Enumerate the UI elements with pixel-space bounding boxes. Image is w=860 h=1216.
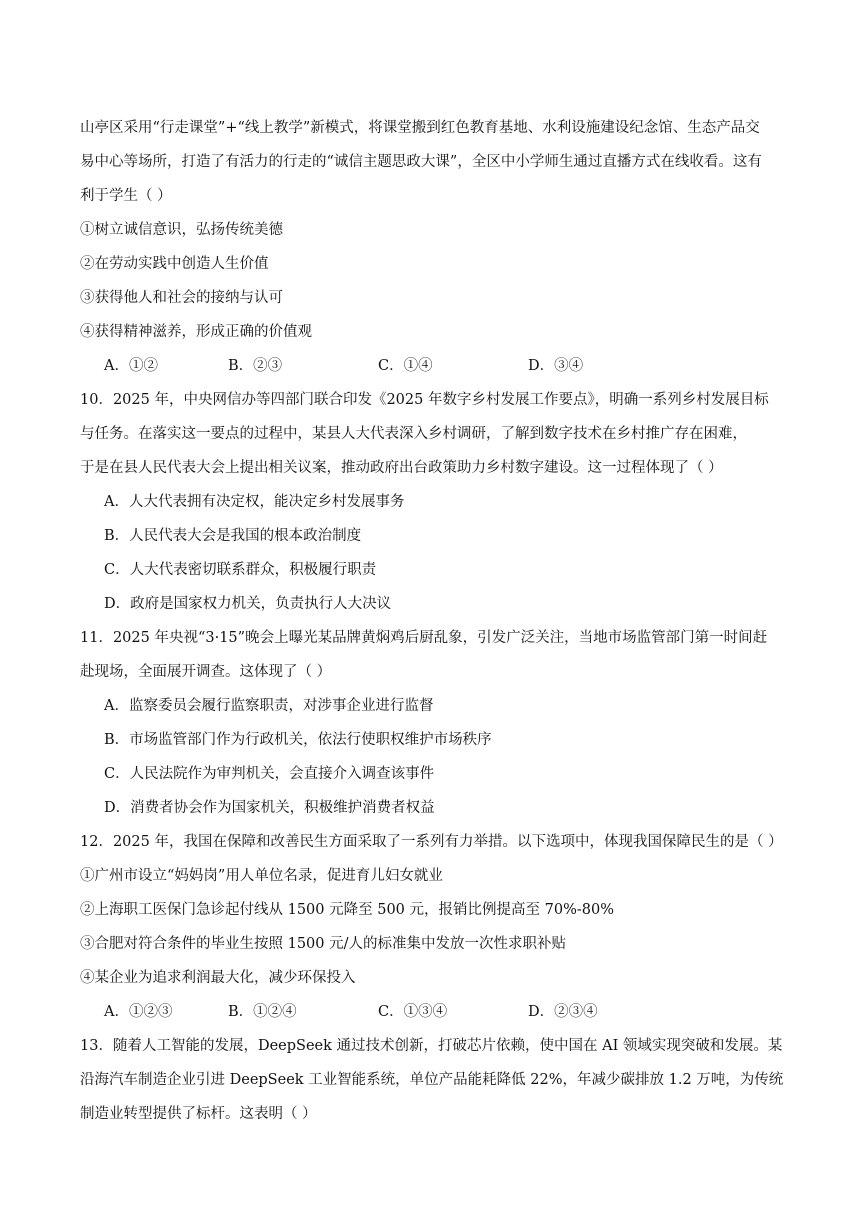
- q9-option-a: A．①②: [104, 358, 158, 374]
- q9-option-c: C．①④: [378, 358, 433, 374]
- q10-option-d: D．政府是国家权力机关，负责执行人大决议: [104, 596, 392, 612]
- q10-option-b: B．人民代表大会是我国的根本政治制度: [104, 528, 362, 544]
- q9-options: [104, 356, 804, 376]
- q11-option-b: B．市场监管部门作为行政机关，依法行使职权维护市场秩序: [104, 732, 492, 748]
- q10-option-a: A．人大代表拥有决定权，能决定乡村发展事务: [104, 494, 405, 510]
- q11-stem-line: 赴现场，全面展开调查。这体现了（ ）: [80, 664, 332, 680]
- q10-stem-line: 与任务。在落实这一要点的过程中，某县人大代表深入乡村调研，了解到数字技术在乡村推广存在困难，: [80, 426, 747, 442]
- q11-option-c: C．人民法院作为审判机关，会直接介入调查该事件: [104, 766, 435, 782]
- q11-option-a: A．监察委员会履行监察职责，对涉事企业进行监督: [104, 698, 434, 714]
- q12-option-a: A．①②③: [104, 1004, 173, 1020]
- q13-stem-line: 13．随着人工智能的发展，DeepSeek 通过技术创新，打破芯片依赖，使中国在 AI 领域实现突破和发展。某: [80, 1038, 783, 1054]
- q9-option-b: B．②③: [228, 358, 283, 374]
- q9-stem-line: 山亭区采用“行走课堂”+“线上教学”新模式，将课堂搬到红色教育基地、水利设施建设纪念馆、生态产品交: [80, 120, 760, 136]
- q9-stem-line: 利于学生（ ）: [80, 188, 172, 204]
- q13-stem-line: 制造业转型提供了标杆。这表明（ ）: [80, 1106, 317, 1122]
- q9-item: ④获得精神滋养，形成正确的价值观: [80, 324, 312, 340]
- q10-stem-line: 于是在县人民代表大会上提出相关议案，推动政府出台政策助力乡村数字建设。这一过程体现了（ ）: [80, 460, 723, 476]
- q12-item: ③合肥对符合条件的毕业生按照 1500 元/人的标准集中发放一次性求职补贴: [80, 936, 567, 952]
- q12-item: ④某企业为追求利润最大化，减少环保投入: [80, 970, 356, 986]
- q12-option-c: C．①③④: [378, 1004, 448, 1020]
- q12-stem-line: 12．2025 年，我国在保障和改善民生方面采取了一系列有力举措。以下选项中，体现我国保障民生的是（ ）: [80, 834, 783, 850]
- q10-option-c: C．人大代表密切联系群众，积极履行职责: [104, 562, 377, 578]
- q13-stem-line: 沿海汽车制造企业引进 DeepSeek 工业智能系统，单位产品能耗降低 22%，年减少碳排放 1.2 万吨，为传统: [80, 1072, 784, 1088]
- q9-option-d: D．③④: [528, 358, 584, 374]
- q12-option-d: D．②③④: [528, 1004, 598, 1020]
- q10-stem-line: 10．2025 年，中央网信办等四部门联合印发《2025 年数字乡村发展工作要点》，明确一系列乡村发展目标: [80, 392, 769, 408]
- q12-options: [104, 1002, 804, 1022]
- q11-stem-line: 11．2025 年央视“3·15”晚会上曝光某品牌黄焖鸡后厨乱象，引发广泛关注，当地市场监管部门第一时间赶: [80, 630, 768, 646]
- q9-item: ①树立诚信意识，弘扬传统美德: [80, 222, 283, 238]
- q12-option-b: B．①②④: [228, 1004, 297, 1020]
- q9-item: ②在劳动实践中创造人生价值: [80, 256, 269, 272]
- q12-item: ①广州市设立“妈妈岗”用人单位名录，促进育儿妇女就业: [80, 868, 443, 884]
- q9-item: ③获得他人和社会的接纳与认可: [80, 290, 283, 306]
- q9-stem-line: 易中心等场所，打造了有活力的行走的“诚信主题思政大课”，全区中小学师生通过直播方式在线收看。这有: [80, 154, 762, 170]
- q11-option-d: D．消费者协会作为国家机关，积极维护消费者权益: [104, 800, 435, 816]
- q12-item: ②上海职工医保门急诊起付线从 1500 元降至 500 元，报销比例提高至 70%-80%: [80, 902, 614, 918]
